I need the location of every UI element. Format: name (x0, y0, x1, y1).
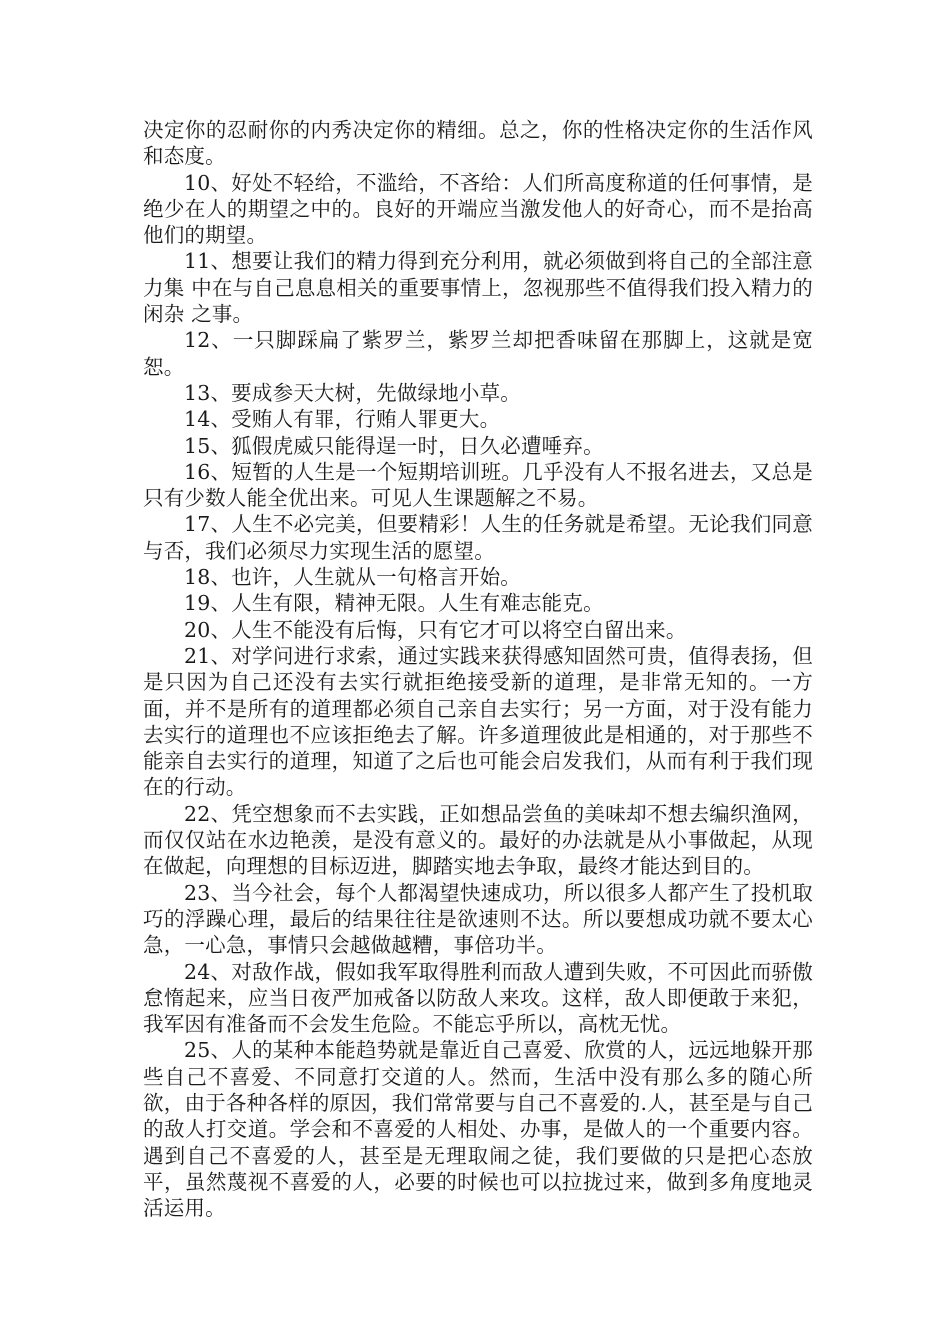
paragraph-25: 25、人的某种本能趋势就是靠近自己喜爱、欣赏的人，远远地躲开那些自己不喜爱、不同意打交道的人。然而，生活中没有那么多的随心所欲，由于各种各样的原因，我们常常要与自己不喜爱的.人，甚至是与自己的敌人打交道。学会和不喜爱的人相处、办事，是做人的一个重要内容。遇到自己不喜爱的人，甚至是无理取闹之徒，我们要做的只是把心态放平，虽然蔑视不喜爱的人，必要的时候也可以拉拢过来，做到多角度地灵活运用。 (143, 1038, 813, 1221)
paragraph-16: 16、短暂的人生是一个短期培训班。几乎没有人不报名进去，又总是只有少数人能全优出来。可见人生课题解之不易。 (143, 459, 813, 511)
paragraph-0: 决定你的忍耐你的内秀决定你的精细。总之，你的性格决定你的生活作风和态度。 (143, 118, 813, 169)
paragraph-20: 20、人生不能没有后悔，只有它才可以将空白留出来。 (184, 617, 687, 642)
paragraph-18: 18、也许，人生就从一句格言开始。 (184, 565, 521, 590)
paragraph-13: 13、要成参天大树，先做绿地小草。 (184, 380, 521, 405)
paragraph-22: 22、凭空想象而不去实践，正如想品尝鱼的美味却不想去编织渔网，而仅仅站在水边艳羡，是没有意义的。最好的办法就是从小事做起，从现在做起，向理想的目标迈进，脚踏实地去争取，最终才能达到目的。 (143, 801, 813, 879)
paragraph-24: 24、对敌作战，假如我军取得胜利而敌人遭到失败，不可因此而骄傲怠惰起来，应当日夜严加戒备以防敌人来攻。这样，敌人即便敢于来犯，我军因有准备而不会发生危险。不能忘乎所以，高枕无忧。 (143, 959, 813, 1037)
paragraph-12: 12、一只脚踩扁了紫罗兰，紫罗兰却把香味留在那脚上，这就是宽恕。 (143, 328, 813, 379)
paragraph-15: 15、狐假虎威只能得逞一时，日久必遭唾弃。 (184, 433, 604, 458)
document-body (143, 117, 813, 1221)
paragraph-19: 19、人生有限，精神无限。人生有难志能克。 (184, 591, 604, 616)
paragraph-14: 14、受贿人有罪，行贿人罪更大。 (184, 407, 501, 432)
paragraph-17: 17、人生不必完美，但要精彩！人生的任务就是希望。无论我们同意与否，我们必须尽力实现生活的愿望。 (143, 512, 813, 563)
paragraph-10: 10、好处不轻给，不滥给，不吝给：人们所高度称道的任何事情，是绝少在人的期望之中的。良好的开端应当激发他人的好奇心，而不是抬高他们的期望。 (143, 170, 813, 248)
paragraph-23: 23、当今社会，每个人都渴望快速成功，所以很多人都产生了投机取巧的浮躁心理，最后的结果往往是欲速则不达。所以要想成功就不要太心急，一心急，事情只会越做越糟，事倍功半。 (143, 880, 813, 958)
paragraph-11: 11、想要让我们的精力得到充分利用，就必须做到将自己的全部注意力集 中在与自己息息相关的重要事情上，忽视那些不值得我们投入精力的闲杂 之事。 (143, 249, 813, 327)
paragraph-21: 21、对学问进行求索，通过实践来获得感知固然可贵，值得表扬，但是只因为自己还没有去实行就拒绝接受新的道理，是非常无知的。一方面，并不是所有的道理都必须自己亲自去实行；另一方面，对于没有能力去实行的道理也不应该拒绝去了解。许多道理彼此是相通的，对于那些不能亲自去实行的道理，知道了之后也可能会启发我们，从而有利于我们现在的行动。 (143, 643, 813, 800)
